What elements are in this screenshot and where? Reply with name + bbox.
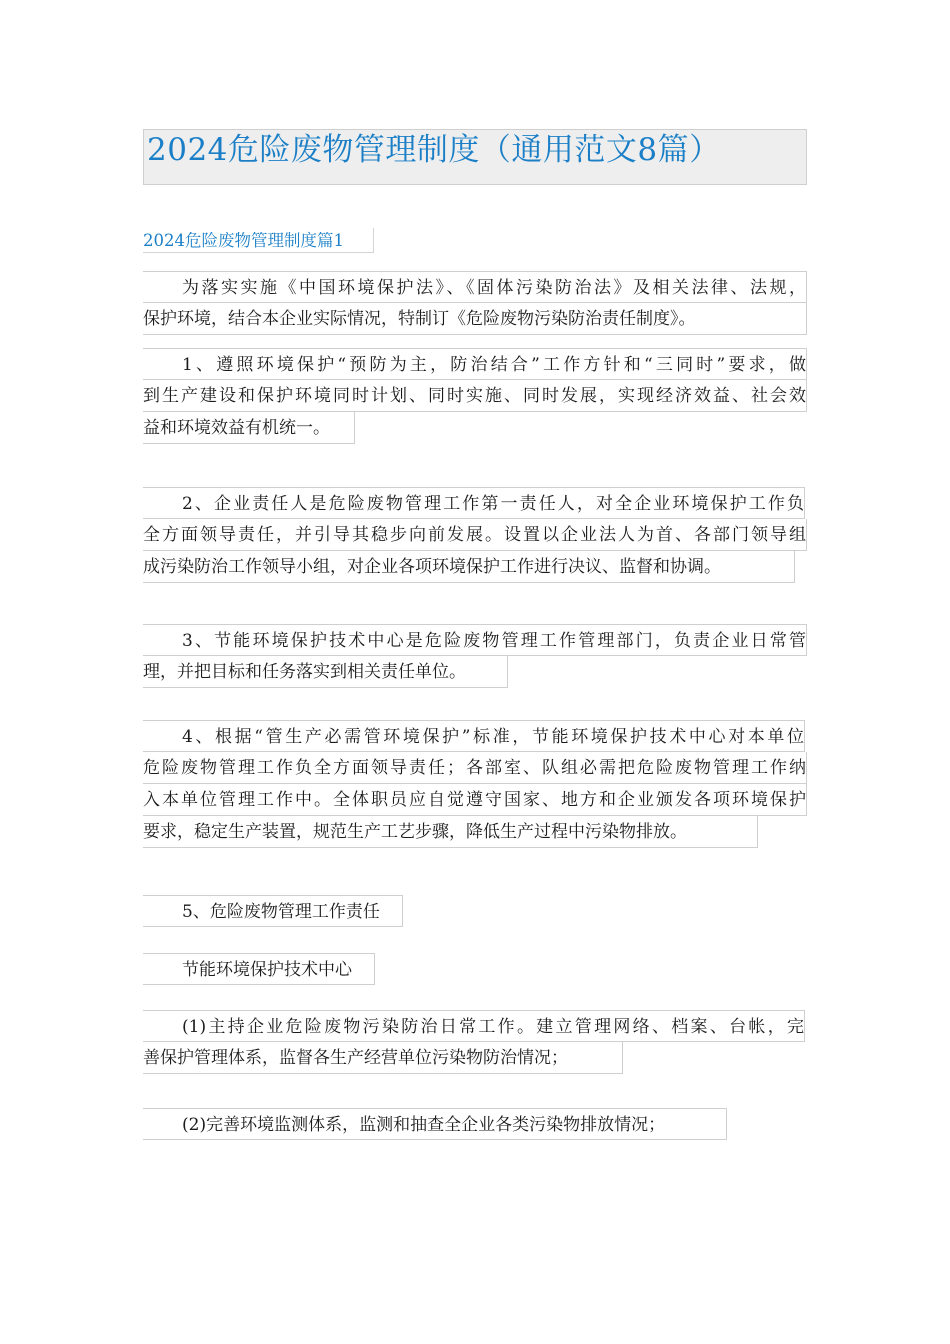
paragraph-line: 入本单位管理工作中。全体职员应自觉遵守国家、地方和企业颁发各项环境保护 [143,784,807,816]
paragraph [143,1010,807,1074]
paragraph-line: 3、节能环境保护技术中心是危险废物管理工作管理部门，负责企业日常管 [143,624,807,656]
paragraph [143,624,807,688]
paragraph-line: 保护环境，结合本企业实际情况，特制订《危险废物污染防治责任制度》。 [143,303,807,335]
document-title-box [143,129,807,185]
paragraph [143,953,807,985]
paragraph-line: 要求，稳定生产装置，规范生产工艺步骤，降低生产过程中污染物排放。 [143,816,758,848]
paragraph-line: 成污染防治工作领导小组，对企业各项环境保护工作进行决议、监督和协调。 [143,551,795,583]
document-title: 2024危险废物管理制度（通用范文8篇） [147,132,721,168]
paragraph [143,487,807,583]
paragraph-line: 理，并把目标和任务落实到相关责任单位。 [143,656,508,688]
paragraph [143,348,807,444]
paragraph [143,720,807,848]
paragraph-line: 5、危险废物管理工作责任 [143,895,403,927]
paragraph-line: 4、根据“管生产必需管环境保护”标准，节能环境保护技术中心对本单位 [143,720,805,752]
paragraph-line: 到生产建设和保护环境同时计划、同时实施、同时发展，实现经济效益、社会效 [143,380,807,412]
paragraph [143,1108,807,1140]
paragraph-line: 为落实实施《中国环境保护法》、《固体污染防治法》及相关法律、法规， [143,271,807,303]
paragraph [143,271,807,335]
paragraph-line: 危险废物管理工作负全方面领导责任；各部室、队组必需把危险废物管理工作纳 [143,752,807,784]
paragraph-line: (2)完善环境监测体系，监测和抽查全企业各类污染物排放情况； [143,1108,727,1140]
paragraph-line: 1、遵照环境保护“预防为主，防治结合”工作方针和“三同时”要求，做 [143,348,807,380]
paragraph-line: (1)主持企业危险废物污染防治日常工作。建立管理网络、档案、台帐，完 [143,1010,805,1042]
paragraph-line: 善保护管理体系，监督各生产经营单位污染物防治情况； [143,1042,623,1074]
section-heading: 2024危险废物管理制度篇1 [143,228,374,253]
paragraph-line: 益和环境效益有机统一。 [143,412,355,444]
paragraph-line: 2、企业责任人是危险废物管理工作第一责任人，对全企业环境保护工作负 [143,487,805,519]
paragraph [143,895,807,927]
paragraph-line: 节能环境保护技术中心 [143,953,375,985]
paragraph-line: 全方面领导责任，并引导其稳步向前发展。设置以企业法人为首、各部门领导组 [143,519,807,551]
